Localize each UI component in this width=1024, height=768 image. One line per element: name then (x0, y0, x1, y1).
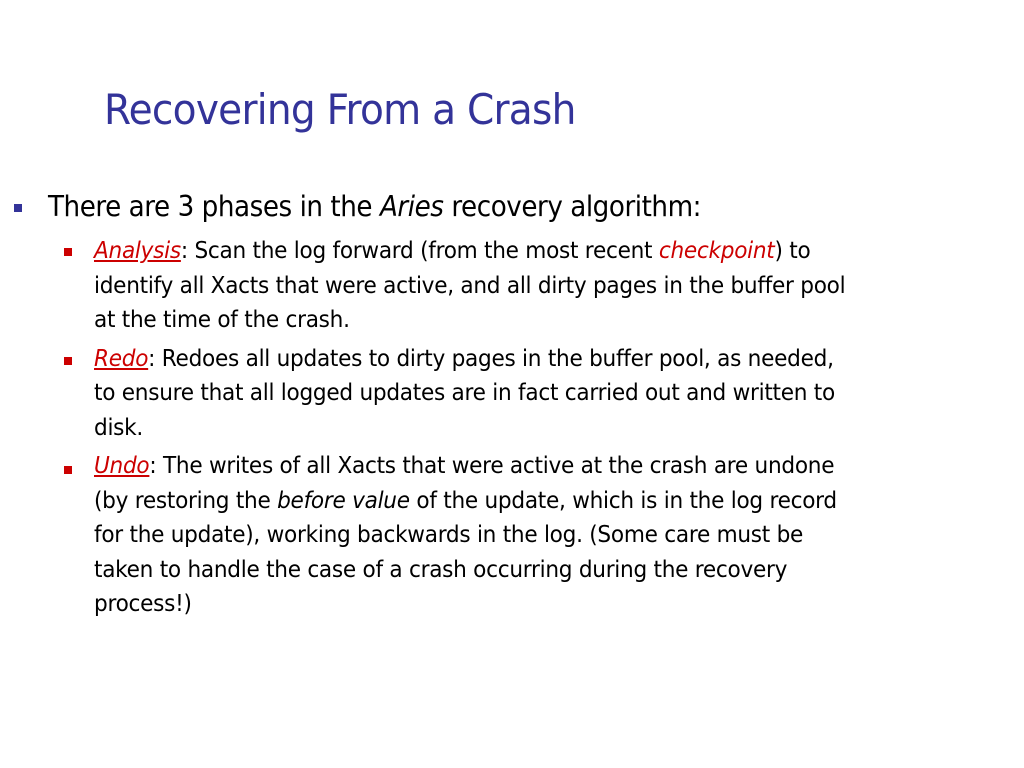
list-item-line: process!) (94, 589, 192, 617)
list-item-line: for the update), working backwards in the log. (Some care must be (94, 520, 804, 548)
list-item-line: to ensure that all logged updates are in fact carried out and written to (94, 378, 835, 406)
list-item-line: disk. (94, 412, 144, 441)
redo-bullet-icon (64, 357, 72, 365)
redo-term: Redo (94, 343, 149, 372)
undo-bullet-icon (64, 466, 72, 474)
analysis-bullet-icon (64, 248, 72, 256)
main-bullet-text (48, 187, 922, 227)
list-item-line (94, 483, 1000, 518)
before-value-term: before value (277, 485, 410, 514)
phase-redo (94, 341, 1000, 445)
list-item-line: at the time of the crash. (94, 305, 350, 333)
main-bullet-prefix: There are 3 phases in the (48, 190, 380, 223)
slide-title: Recovering From a Crash (104, 85, 576, 134)
list-item-line (94, 233, 1000, 268)
phase-analysis (94, 233, 1000, 337)
main-bullet-suffix: recovery algorithm: (443, 190, 702, 223)
phase-list (94, 233, 1004, 625)
line-text: (by restoring the (94, 485, 278, 514)
line-text: : Scan the log forward (from the most recent (180, 236, 659, 264)
line-text: : Redoes all updates to dirty pages in the buffer pool, as needed, (148, 343, 834, 372)
analysis-term: Analysis (94, 236, 181, 264)
bullet-square-icon (14, 204, 22, 212)
line-text: ) to (774, 236, 811, 264)
undo-term: Undo (94, 451, 150, 479)
phase-undo (94, 448, 1000, 621)
line-text: : The writes of all Xacts that were active at the crash are undone (149, 451, 835, 479)
checkpoint-term: checkpoint (658, 236, 775, 264)
list-item-line (94, 341, 1000, 376)
list-item-line: taken to handle the case of a crash occurring during the recovery (94, 554, 788, 583)
aries-term: Aries (379, 190, 444, 223)
line-text: of the update, which is in the log record (409, 485, 837, 514)
list-item-line: identify all Xacts that were active, and all dirty pages in the buffer pool (94, 270, 846, 299)
list-item-line (94, 448, 1000, 483)
